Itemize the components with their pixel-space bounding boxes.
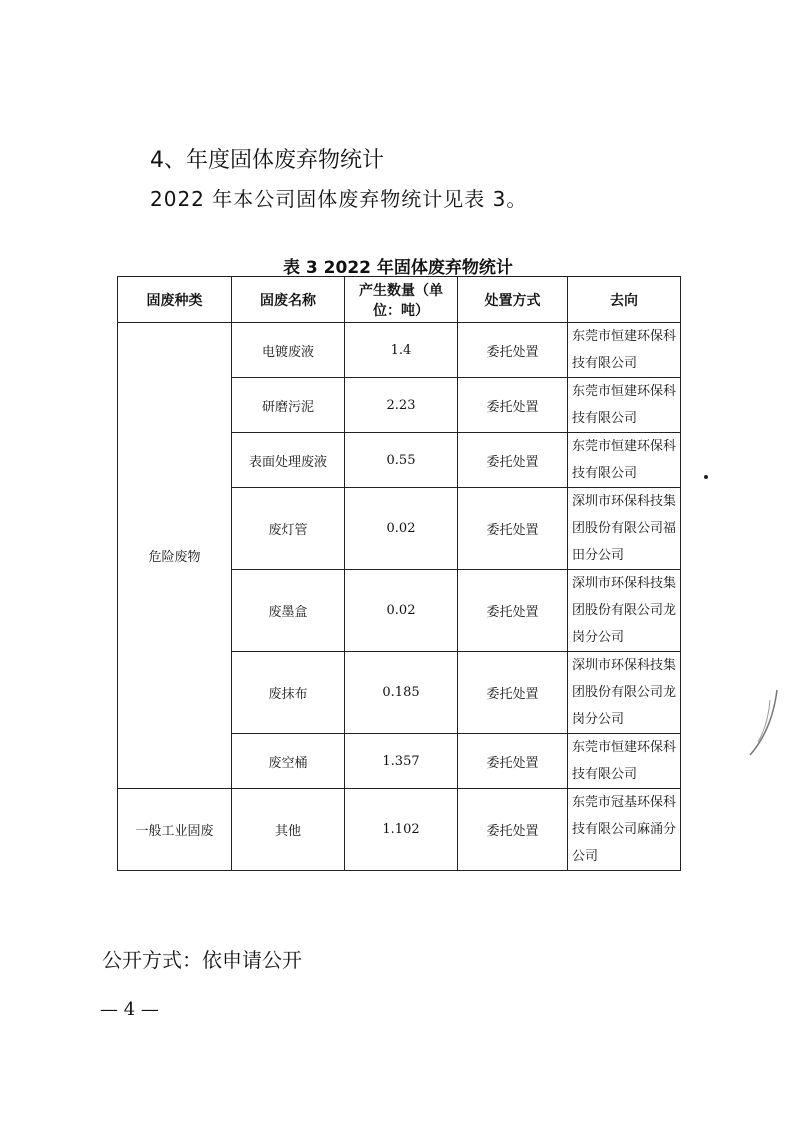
page-number: — 4 — bbox=[100, 999, 159, 1020]
waste-destination: 深圳市环保科技集团股份有限公司福田分公司 bbox=[568, 488, 681, 570]
waste-qty: 0.55 bbox=[345, 433, 458, 488]
solid-waste-table bbox=[117, 276, 681, 871]
header-destination: 去向 bbox=[568, 277, 681, 323]
waste-name: 研磨污泥 bbox=[232, 378, 345, 433]
waste-qty: 1.102 bbox=[345, 789, 458, 871]
waste-destination: 东莞市恒建环保科技有限公司 bbox=[568, 433, 681, 488]
waste-destination: 东莞市冠基环保科技有限公司麻涌分公司 bbox=[568, 789, 681, 871]
waste-destination: 东莞市恒建环保科技有限公司 bbox=[568, 323, 681, 378]
table-row bbox=[118, 323, 681, 378]
waste-method: 委托处置 bbox=[458, 488, 568, 570]
waste-name: 废抹布 bbox=[232, 652, 345, 734]
category-hazardous: 危险废物 bbox=[118, 323, 232, 789]
category-general-industrial: 一般工业固废 bbox=[118, 789, 232, 871]
waste-name: 废墨盒 bbox=[232, 570, 345, 652]
waste-method: 委托处置 bbox=[458, 789, 568, 871]
waste-method: 委托处置 bbox=[458, 734, 568, 789]
waste-qty: 0.02 bbox=[345, 570, 458, 652]
waste-method: 委托处置 bbox=[458, 433, 568, 488]
waste-qty: 0.185 bbox=[345, 652, 458, 734]
disclosure-method: 公开方式：依申请公开 bbox=[102, 948, 302, 972]
waste-qty: 2.23 bbox=[345, 378, 458, 433]
waste-destination: 深圳市环保科技集团股份有限公司龙岗分公司 bbox=[568, 570, 681, 652]
header-category: 固废种类 bbox=[118, 277, 232, 323]
header-method: 处置方式 bbox=[458, 277, 568, 323]
header-quantity: 产生数量（单位：吨） bbox=[345, 277, 458, 323]
waste-name: 废灯管 bbox=[232, 488, 345, 570]
waste-destination: 东莞市恒建环保科技有限公司 bbox=[568, 378, 681, 433]
table-row bbox=[118, 789, 681, 871]
waste-method: 委托处置 bbox=[458, 652, 568, 734]
waste-method: 委托处置 bbox=[458, 378, 568, 433]
waste-method: 委托处置 bbox=[458, 570, 568, 652]
table-header-row bbox=[118, 277, 681, 323]
section-heading: 4、年度固体废弃物统计 bbox=[150, 148, 384, 173]
waste-name: 表面处理废液 bbox=[232, 433, 345, 488]
waste-name: 其他 bbox=[232, 789, 345, 871]
waste-qty: 1.357 bbox=[345, 734, 458, 789]
waste-name: 废空桶 bbox=[232, 734, 345, 789]
waste-qty: 0.02 bbox=[345, 488, 458, 570]
waste-qty: 1.4 bbox=[345, 323, 458, 378]
table-caption: 表 3 2022 年固体废弃物统计 bbox=[283, 258, 513, 278]
waste-method: 委托处置 bbox=[458, 323, 568, 378]
waste-name: 电镀废液 bbox=[232, 323, 345, 378]
waste-destination: 东莞市恒建环保科技有限公司 bbox=[568, 734, 681, 789]
header-name: 固废名称 bbox=[232, 277, 345, 323]
waste-destination: 深圳市环保科技集团股份有限公司龙岗分公司 bbox=[568, 652, 681, 734]
intro-paragraph: 2022 年本公司固体废弃物统计见表 3。 bbox=[150, 187, 528, 211]
